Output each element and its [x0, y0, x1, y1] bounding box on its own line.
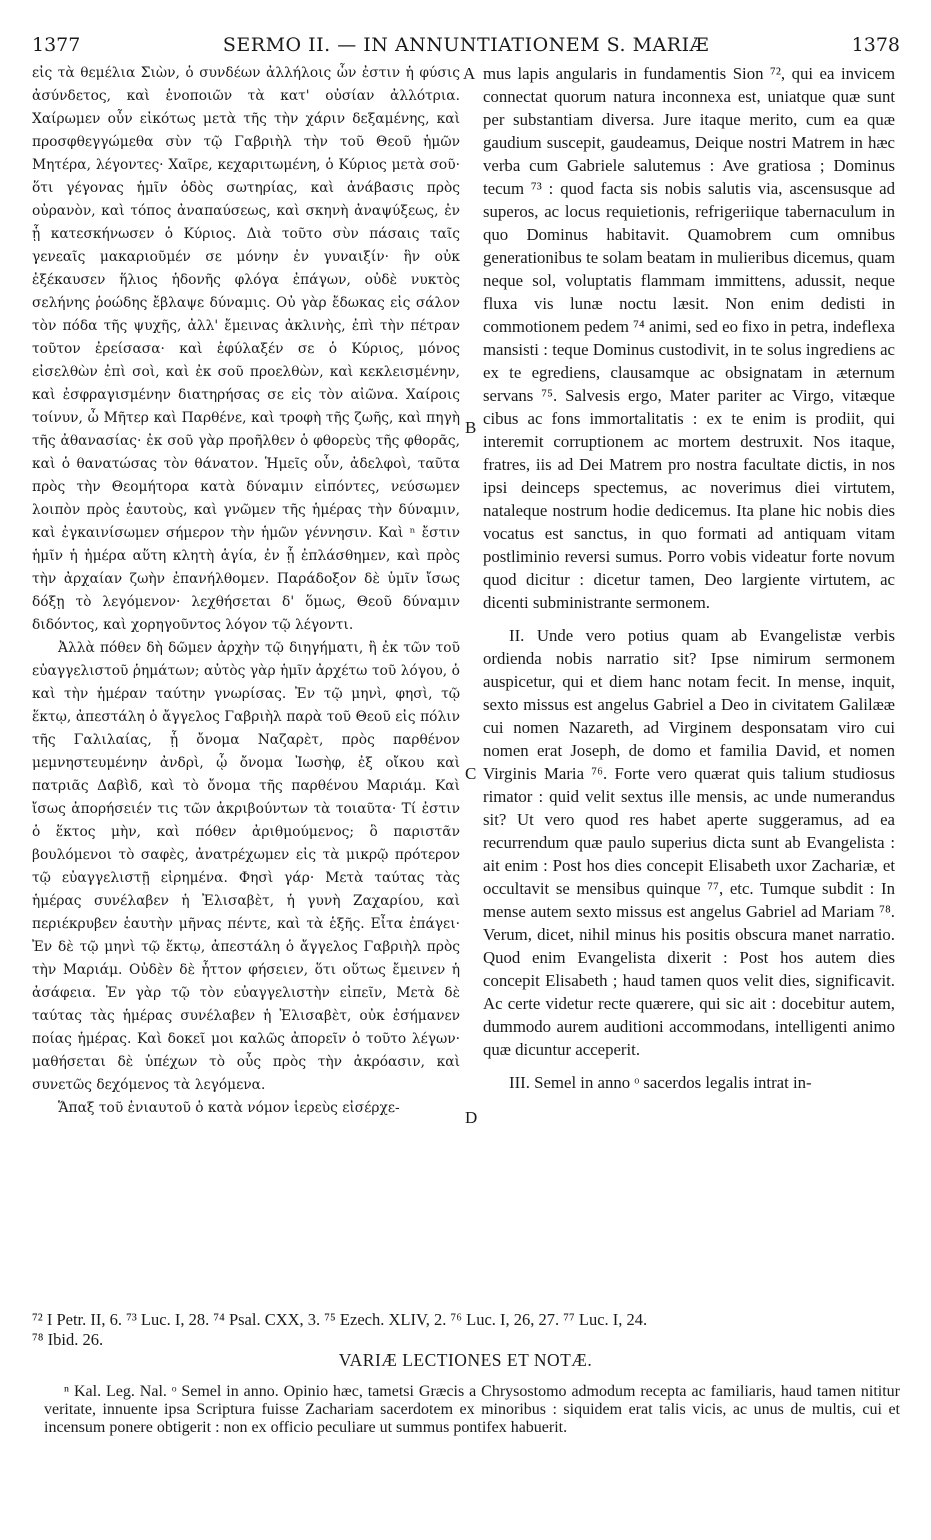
greek-column [32, 62, 460, 1120]
column-number-left: 1377 [32, 34, 81, 56]
latin-paragraph: mus lapis angularis in fundamentis Sion ⁷², qui ea invicem connectat quorum natura inconnexa est, uniatque quæ sunt per substantiam diversa. Jure itaque merito, cum ea quæ gaudium suscepit, gaudeamus, Deique nostri Matrem in hæc verba cum Gabriele salutemus : Ave gratiosa ; Dominus tecum ⁷³ : quod facta sis nobis salutis via, ascensusque ad superos, ac locus requietionis, refrigeriique tabernaculum in quo Dominus habitavit. Quamobrem cum omnibus generationibus te solam beatam in mulieribus dicemus, quam neque sol, voluptatis flammam immittens, adussit, neque fluxa vis lunæ noctu læsit. Non enim dedisti in commotionem pedem ⁷⁴ animi, sed eo fixo in petra, indeflexa mansisti : teque Dominus custodivit, in te solus ingrediens ac ex te egrediens, clausamque ac obsignatam in æternum servans ⁷⁵. Salvesis ergo, Mater pariter ac Virgo, vitæque cibus ac fons immortalitatis : ex te enim is prodiit, qui interemit corruptionem ac mortem destruxit. Nos itaque, fratres, iis ad Dei Matrem pro nostra facultate dictis, in nos ipsi deinceps spectemus, ac noverimus diei virtutem, nataleque nostrum hodie dedicemus. Ita plane hic nobis dies vocatus est sanctus, in quo formati ad antiquam vitam postliminio reversi sumus. Porro vobis videatur forte novum quod dicitur : dicetur tamen, Deo largiente virtutem, ac dicenti subministrante sermonem. [483, 64, 896, 612]
latin-paragraph: III. Semel in anno ᵒ sacerdos legalis intrat in- [509, 1073, 812, 1092]
page-header [32, 34, 900, 64]
greek-paragraph: Ἀλλὰ πόθεν δὴ δῶμεν ἀρχὴν τῷ διηγήματι, ἢ ἐκ τῶν τοῦ εὐαγγελιστοῦ ῥημάτων; αὐτὸς γὰρ ἡμῖν ἀρχέτω τοῦ λόγου, ὁ καὶ τὴν ἡμέραν ταύτην γνωρίσας. Ἐν τῷ μηνὶ, φησὶ, τῷ ἕκτῳ, ἀπεστάλη ὁ ἄγγελος Γαβριὴλ παρὰ τοῦ Θεοῦ εἰς πόλιν τῆς Γαλιλαίας, ᾗ ὄνομα Ναζαρὲτ, πρὸς παρθένον μεμνηστευμένην ἀνδρὶ, ᾧ ὄνομα Ἰωσὴφ, ἐξ οἴκου καὶ πατριᾶς Δαβὶδ, καὶ τὸ ὄνομα τῆς παρθένου Μαριάμ. Καὶ ἴσως ἀπορήσειέν τις τῶν ἀκριβούντων τὰ τοιαῦτα· Τί ἐστιν ὁ ἕκτος μὴν, καὶ πόθεν ἀριθμούμενος; ὃ παριστᾶν βουλόμενοι τὸ σαφὲς, ἀνατρέχωμεν εἰς τὰ μικρῷ πρότερον τῷ εὐαγγελιστῇ εἰρημένα. Φησὶ γάρ· Μετὰ ταύτας τὰς ἡμέρας συνέλαβεν ἡ Ἐλισαβὲτ, ἡ γυνὴ Ζαχαρίου, καὶ περιέκρυβεν ἑαυτὴν μῆνας πέντε, καὶ τὰ ἑξῆς. Εἶτα ἐπάγει· Ἐν δὲ τῷ μηνὶ τῷ ἕκτῳ, ἀπεστάλη ὁ ἄγγελος Γαβριὴλ πρὸς τὴν Μαριάμ. Οὐδὲν δὲ ἧττον φήσειεν, ὅτι οὕτως ἔμεινεν ἡ ἀσάφεια. Ἐν γὰρ τῷ τὸν εὐαγγελιστὴν εἰπεῖν, Μετὰ δὲ ταύτας τὰς ἡμέρας συνέλαβεν ἡ Ἐλισαβὲτ, οὐκ ἐσήμανεν ποίας ἡμέρας. Καὶ δοκεῖ μοι καλῶς ἀπορεῖν ὁ τοῦτο λέγων· μαθήσεται δὲ ὑπέχων τὸ οὖς πρὸς τὴν ἀκρόασιν, καὶ συνετῶς δεχόμενος τὰ λεγόμενα. [32, 640, 460, 1093]
margin-letter-c: C [465, 764, 477, 783]
scripture-footnotes [32, 1310, 900, 1350]
variae-lectiones-notes [44, 1383, 900, 1437]
greek-paragraph: εἰς τὰ θεμέλια Σιὼν, ὁ συνδέων ἀλλήλοις ὧν ἐστιν ἡ φύσις ἀσύνδετος, καὶ ἑνοποιῶν τὰ κατ' οὐσίαν ἀλλότρια. Χαίρωμεν οὖν εἰκότως μετὰ τῆς τὴν χάριν δεξαμένης, καὶ προσφθεγγώμεθα σὺν τῷ Γαβριὴλ τὴν τοῦ Θεοῦ ἡμῶν Μητέρα, λέγοντες· Χαῖρε, κεχαριτωμένη, ὁ Κύριος μετὰ σοῦ· ὅτι γέγονας ἡμῖν ὁδὸς σωτηρίας, καὶ ἀνάβασις πρὸς οὐρανὸν, καὶ τόπος ἀναπαύσεως, καὶ σκηνὴ ἀναψύξεως, ἐν ᾗ κατεσκήνωσεν ὁ Κύριος. Διὰ τοῦτο σὺν πάσαις ταῖς γενεαῖς μακαριοῦμέν σε μόνην ἐν γυναιξίν· ἣν οὐκ ἐξέκαυσεν ἥλιος ἡδονῆς φλόγα ἐπάγων, οὐδὲ νυκτὸς σελήνης ῥοώδης ἔβλαψε δύναμις. Οὐ γὰρ ἔδωκας εἰς σάλον τὸν πόδα τῆς ψυχῆς, ἀλλ' ἔμεινας ἀκλινὴς, ἐπὶ τὴν πέτραν τοῦτον ἐρείσασα· καὶ ἐφύλαξέν σε ὁ Κύριος, μόνος εἰσελθὼν ἐπὶ σοὶ, καὶ ἐκ σοῦ προελθὼν, καὶ κεκλεισμένην, καὶ ἐσφραγισμένην διατηρήσας σε εἰς τὸν αἰῶνα. Χαίροις τοίνυν, ὦ Μῆτερ καὶ Παρθένε, καὶ τροφὴ τῆς ζωῆς, καὶ πηγὴ τῆς ἀθανασίας· ἐκ σοῦ γὰρ προῆλθεν ὁ φθορεὺς τῆς φθορᾶς, καὶ ὁ θανατώσας τὸν θάνατον. Ἡμεῖς οὖν, ἀδελφοὶ, ταῦτα πρὸς τὴν Θεομήτορα κατὰ δύναμιν εἰπόντες, νεύσωμεν λοιπὸν πρὸς ἑαυτοὺς, καὶ γνῶμεν τῆς ἡμέρας τὴν δύναμιν, καὶ ἐγκαινίσωμεν σήμερον τὴν ἡμῶν γέννησιν. Καὶ ⁿ ἔστιν ἡμῖν ἡ ἡμέρα αὕτη κλητὴ ἁγία, ἐν ᾗ ἐπλάσθημεν, καὶ πρὸς τὴν ἀρχαίαν ζωὴν ἐπανήλθομεν. Παράδοξον δὲ ὑμῖν ἴσως δόξῃ τὸ λεγόμενον· λεχθήσεται δ' ὅμως, Θεοῦ δύναμιν διδόντος, καὶ χορηγοῦντος λόγον τῷ λέγοντι. [32, 65, 460, 633]
latin-paragraph: II. Unde vero potius quam ab Evangelistæ verbis ordienda nobis narratio sit? Ipse nimirum sermonem auspicetur, qui et diem hanc notam fecit. In mense, inquit, sexto missus est angelus Gabriel a Deo in civitatem Galilææ cui nomen Nazareth, ad Virginem desponsatam viro cui nomen erat Joseph, de domo et familia David, et nomen Virginis Maria ⁷⁶. Forte vero quærat quis talium studiosus rimator : quid velit sextus ille mensis, ac unde numerandus sit? Ut vero quod res habet aperte suggeramus, ad ea recurrendum quæ paulo superius dicta sunt ab Evangelista : ait enim : Post hos dies concepit Elisabeth uxor Zachariæ, et occultavit se mensibus quinque ⁷⁷, etc. Tumque subdit : In mense autem sexto missus est angelus Gabriel ad Mariam ⁷⁸. Verum, dicet, nihil minus his positis obscura manet narratio. Quod enim Evangelista dixerit : Post hos autem dies concepit Elisabeth ; haud tamen quos velit dies, significavit. Ac certe videtur recte quærere, qui sic ait : docebitur autem, dummodo aurem auditioni accommodans, intelligenti animo quæ dicuntur acceperit. [483, 626, 895, 1059]
margin-letter-b: B [465, 418, 477, 437]
variae-lectiones-title: VARIÆ LECTIONES ET NOTÆ. [338, 1350, 593, 1370]
margin-letter-d: D [465, 1108, 478, 1127]
running-title: SERMO II. — IN ANNUNTIATIONEM S. MARIÆ [222, 34, 710, 56]
footnote-line: ⁷² I Petr. II, 6. ⁷³ Luc. I, 28. ⁷⁴ Psal. CXX, 3. ⁷⁵ Ezech. XLIV, 2. ⁷⁶ Luc. I, 26, 27. ⁷⁷ Luc. I, 24. [32, 1310, 648, 1329]
note-text: ⁿ Kal. Leg. Nal. ᵒ Semel in anno. Opinio hæc, tametsi Græcis a Chrysostomo admodum recepta ac familiaris, haud tamen nititur veritate, innuente ipsa Scriptura fuisse Zachariam sacerdotem ex minoribus : siquidem erat talis vicis, ac unus de multis, cui et incensum ponere obtigerit : non ex officio peculiare ut summus pontifex habuerit. [44, 1383, 900, 1436]
latin-column [483, 62, 895, 1094]
greek-paragraph: Ἅπαξ τοῦ ἐνιαυτοῦ ὁ κατὰ νόμον ἱερεὺς εἰσέρχε- [58, 1100, 400, 1116]
column-number-right: 1378 [851, 34, 900, 56]
margin-letter-a: A [463, 64, 476, 83]
footnote-line: ⁷⁸ Ibid. 26. [32, 1330, 104, 1349]
